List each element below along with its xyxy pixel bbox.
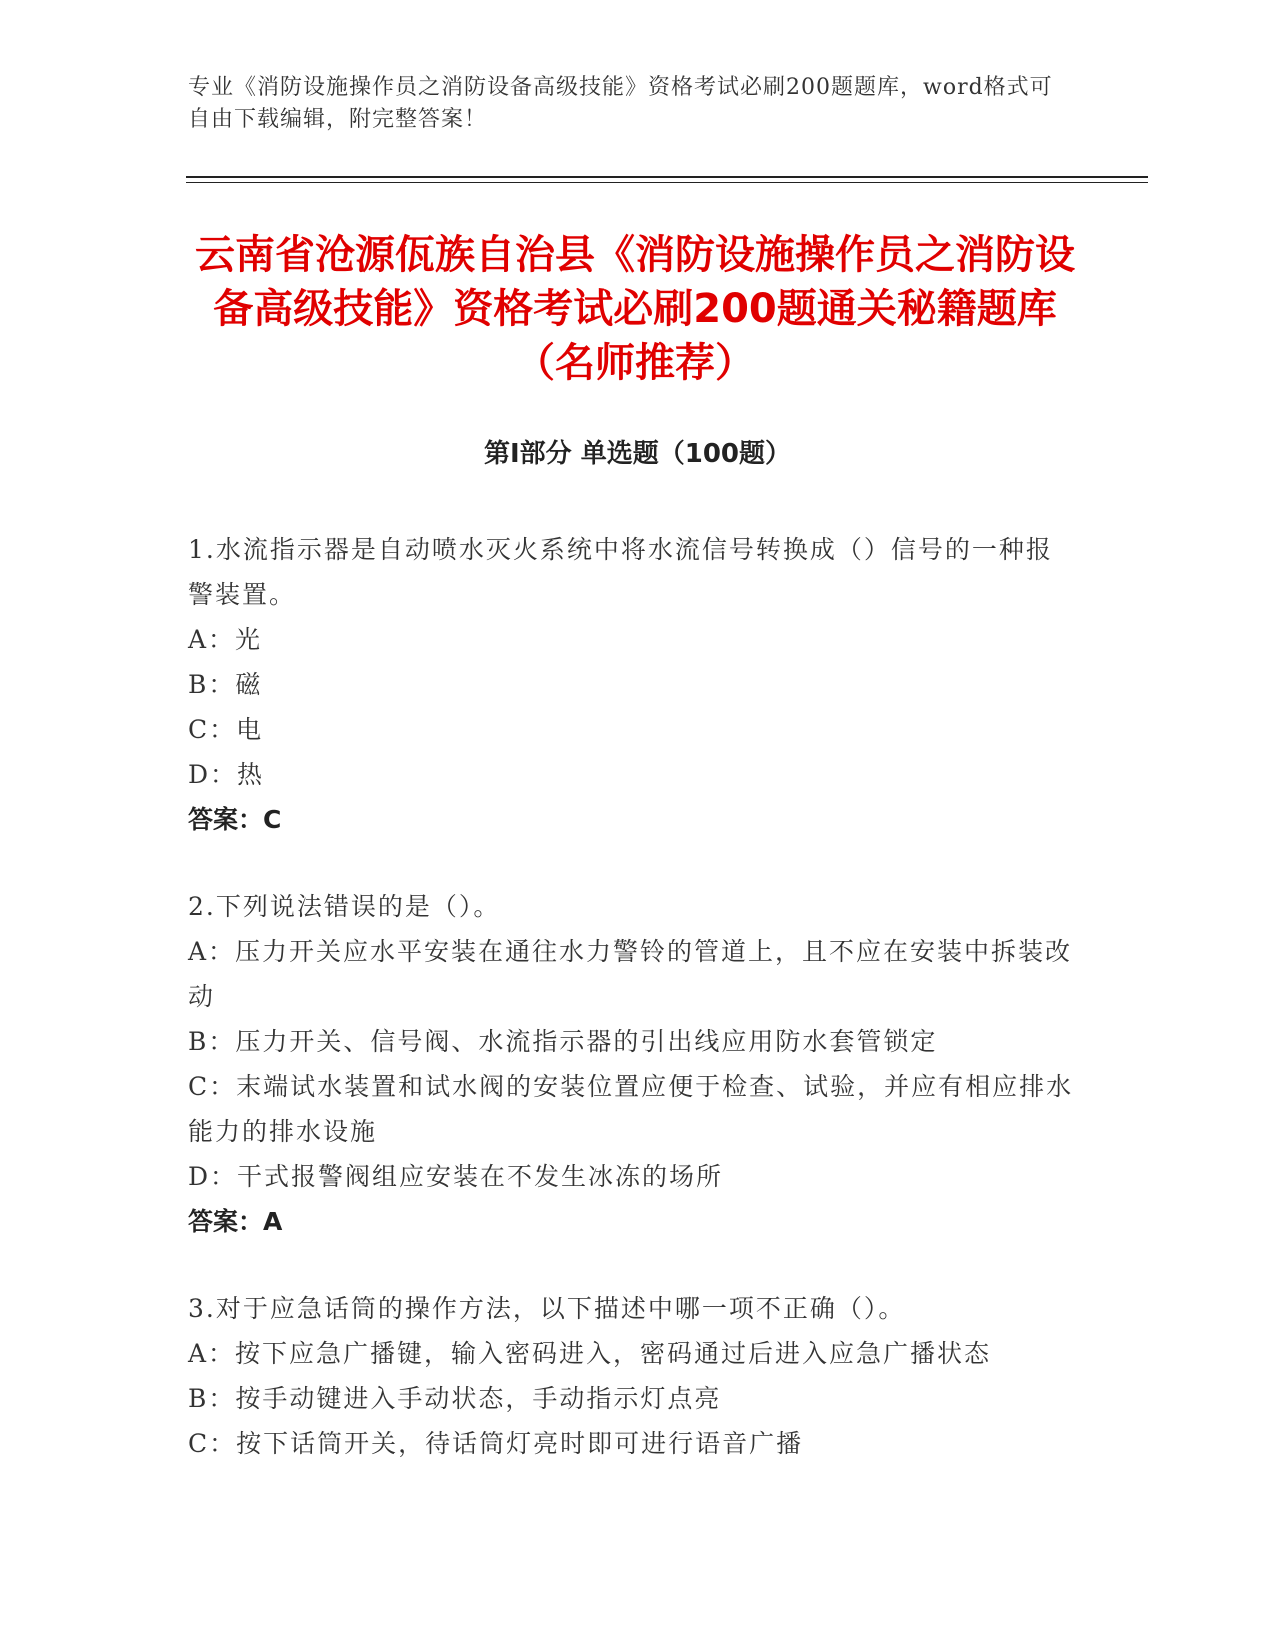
option-a: A：按下应急广播键，输入密码进入，密码通过后进入应急广播状态 bbox=[188, 1339, 992, 1368]
question-1 bbox=[188, 527, 1078, 842]
answer-label: 答案：A bbox=[188, 1207, 283, 1236]
option-a: A：光 bbox=[188, 625, 263, 654]
question-list bbox=[188, 527, 1078, 1508]
question-stem: 1.水流指示器是自动喷水灭火系统中将水流信号转换成（）信号的一种报警装置。 bbox=[188, 535, 1053, 609]
option-c: C：按下话筒开关，待话筒灯亮时即可进行语音广播 bbox=[188, 1429, 804, 1458]
question-stem: 3.对于应急话筒的操作方法，以下描述中哪一项不正确（）。 bbox=[188, 1294, 906, 1323]
option-d: D：干式报警阀组应安装在不发生冰冻的场所 bbox=[188, 1162, 724, 1191]
document-title: 云南省沧源佤族自治县《消防设施操作员之消防设备高级技能》资格考试必刷200题通关秘籍题库（名师推荐） bbox=[195, 232, 1075, 386]
header-rule-thick bbox=[186, 176, 1148, 178]
option-b: B：压力开关、信号阀、水流指示器的引出线应用防水套管锁定 bbox=[188, 1027, 938, 1056]
option-c: C：电 bbox=[188, 715, 264, 744]
section-title: 第Ⅰ部分 单选题（100题） bbox=[484, 439, 791, 469]
answer-label: 答案：C bbox=[188, 805, 282, 834]
option-b: B：磁 bbox=[188, 670, 263, 699]
header-rule-thin bbox=[186, 182, 1148, 183]
question-3 bbox=[188, 1286, 1078, 1466]
question-2 bbox=[188, 884, 1078, 1244]
option-a: A：压力开关应水平安装在通往水力警铃的管道上，且不应在安装中拆装改动 bbox=[188, 937, 1073, 1011]
option-b: B：按手动键进入手动状态，手动指示灯点亮 bbox=[188, 1384, 722, 1413]
option-c: C：末端试水装置和试水阀的安装位置应便于检查、试验，并应有相应排水能力的排水设施 bbox=[188, 1072, 1074, 1146]
option-d: D：热 bbox=[188, 760, 265, 789]
header-note: 专业《消防设施操作员之消防设备高级技能》资格考试必刷200题题库，word格式可自由下载编辑，附完整答案！ bbox=[188, 75, 1053, 132]
question-stem: 2.下列说法错误的是（）。 bbox=[188, 892, 501, 921]
